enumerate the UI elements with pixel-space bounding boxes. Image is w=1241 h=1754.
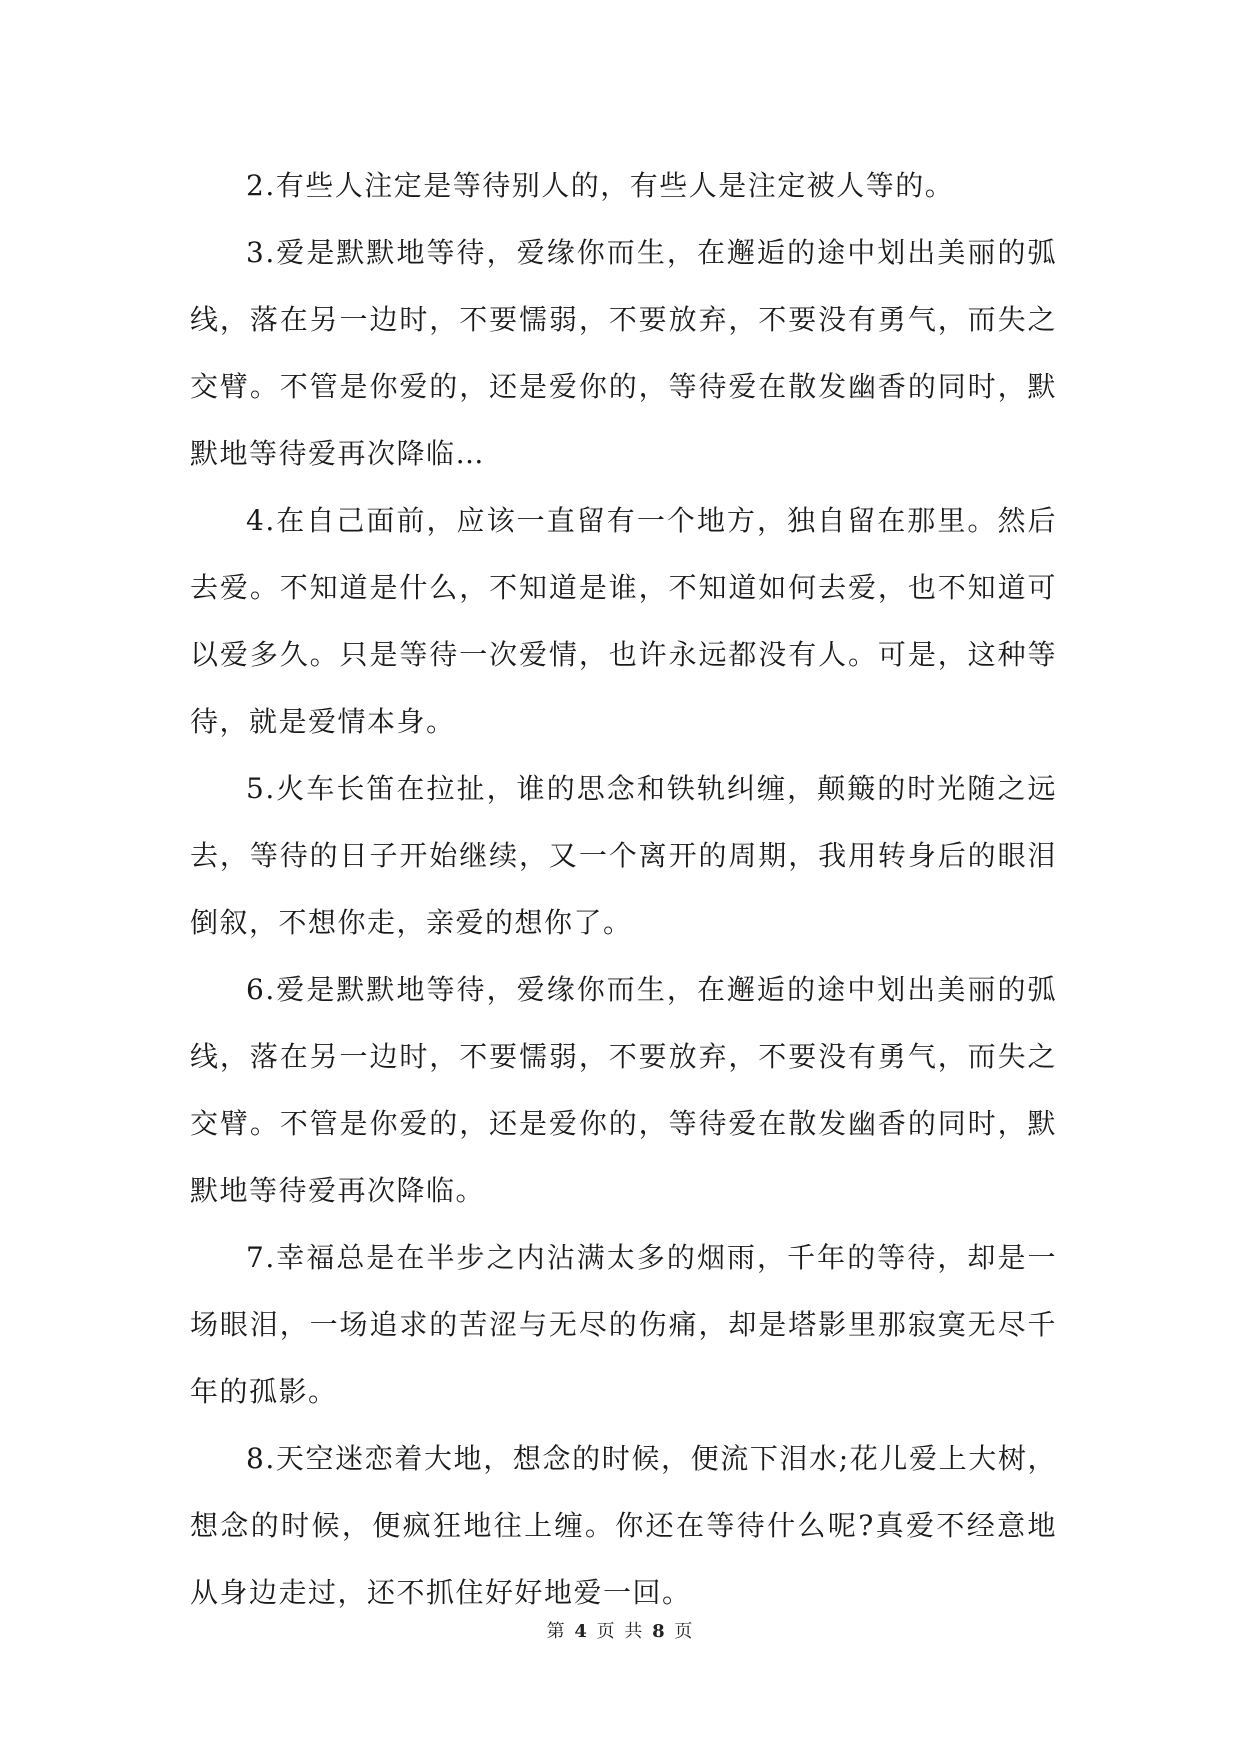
page-footer <box>0 1620 1241 1644</box>
current-page-number: 4 <box>574 1621 589 1642</box>
paragraph-6: 6.爱是默默地等待，爱缘你而生，在邂逅的途中划出美丽的弧线，落在另一边时，不要懦弱，不要放弃，不要没有勇气，而失之交臂。不管是你爱的，还是爱你的，等待爱在散发幽香的同时，默默地等待爱再次降临。 <box>190 973 1057 1207</box>
footer-prefix: 第 <box>546 1621 567 1642</box>
paragraph-4: 4.在自己面前，应该一直留有一个地方，独自留在那里。然后去爱。不知道是什么，不知道是谁，不知道如何去爱，也不知道可以爱多久。只是等待一次爱情，也许永远都没有人。可是，这种等待，就是爱情本身。 <box>190 504 1057 738</box>
total-pages-number: 8 <box>652 1621 667 1642</box>
paragraph-7: 7.幸福总是在半步之内沾满太多的烟雨，千年的等待，却是一场眼泪，一场追求的苦涩与无尽的伤痛，却是塔影里那寂寞无尽千年的孤影。 <box>190 1241 1057 1408</box>
footer-suffix: 页 <box>674 1621 695 1642</box>
body-text <box>190 152 1057 1626</box>
paragraph-5: 5.火车长笛在拉扯，谁的思念和铁轨纠缠，颠簸的时光随之远去，等待的日子开始继续，又一个离开的周期，我用转身后的眼泪倒叙，不想你走，亲爱的想你了。 <box>190 772 1057 939</box>
footer-middle: 页 共 <box>596 1621 645 1642</box>
paragraph-3: 3.爱是默默地等待，爱缘你而生，在邂逅的途中划出美丽的弧线，落在另一边时，不要懦弱，不要放弃，不要没有勇气，而失之交臂。不管是你爱的，还是爱你的，等待爱在散发幽香的同时，默默地等待爱再次降临… <box>190 236 1057 470</box>
paragraph-8: 8.天空迷恋着大地，想念的时候，便流下泪水;花儿爱上大树，想念的时候，便疯狂地往上缠。你还在等待什么呢?真爱不经意地从身边走过，还不抓住好好地爱一回。 <box>190 1442 1057 1609</box>
paragraph-2: 2.有些人注定是等待别人的，有些人是注定被人等的。 <box>246 169 955 202</box>
